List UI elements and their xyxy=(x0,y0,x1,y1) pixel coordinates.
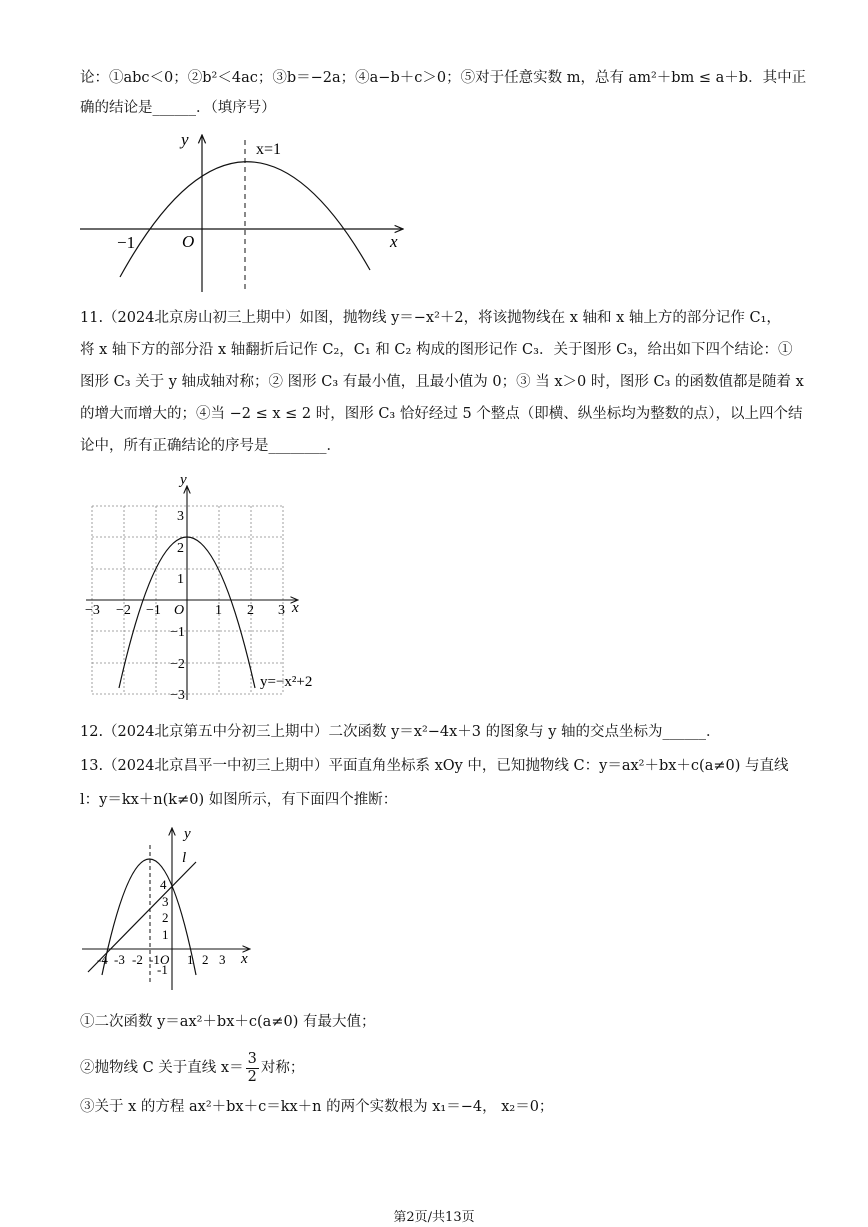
q10-root-label: −1 xyxy=(117,233,136,252)
q10-y-label: y xyxy=(181,130,189,149)
q10-sym-label: x=1 xyxy=(256,141,282,158)
q13-x-tick-5: 1 xyxy=(187,952,194,967)
q11-origin-label: O xyxy=(174,603,185,618)
q13-item-2-prefix: ②抛物线 C 关于直线 x＝ xyxy=(80,1060,244,1076)
q13-y-tick-3: 2 xyxy=(162,910,169,925)
q13-x-tick-7: 3 xyxy=(219,952,226,967)
q11-x-label: x xyxy=(292,600,299,616)
q13-x-label: x xyxy=(241,951,248,967)
q11-y-tick-6: −3 xyxy=(170,688,185,703)
q11-y-tick-2: 2 xyxy=(177,541,184,556)
q13-item-2-fraction xyxy=(246,1051,259,1086)
q10-origin-label: O xyxy=(182,232,195,251)
q13-item-2 xyxy=(80,1048,304,1088)
q13-origin-label: O xyxy=(160,952,170,967)
q13-item-2-suffix: 对称； xyxy=(260,1060,305,1076)
q11-y-tick-4: −1 xyxy=(170,625,185,640)
q13-x-tick-6: 2 xyxy=(202,952,209,967)
q13-x-tick-3: -2 xyxy=(132,952,143,967)
page-footer: 第2页/共13页 xyxy=(393,1210,475,1225)
q13-y-label: y xyxy=(184,826,191,842)
q13-y-tick-5: -1 xyxy=(157,962,168,977)
q11-text-line2: 将 x 轴下方的部分沿 x 轴翻折后记作 C₂，C₁ 和 C₂ 构成的图形记作 C₃．关于图形 C₃，给出如下四个结论：① xyxy=(80,342,793,358)
q13-y-tick-2: 3 xyxy=(162,894,169,909)
q11-x-tick-6: 3 xyxy=(278,603,285,618)
q11-x-tick-4: 1 xyxy=(215,603,222,618)
q13-item-3: ③关于 x 的方程 ax²＋bx＋c＝kx＋n 的两个实数根为 x₁＝−4， x₂＝0； xyxy=(80,1099,554,1115)
q13-x-tick-2: -3 xyxy=(114,952,125,967)
q10-text-line2: 确的结论是______．（填序号） xyxy=(80,100,276,116)
q11-text-line1: 11.（2024北京房山初三上期中）如图，抛物线 y＝−x²＋2，将该抛物线在 x 轴和 x 轴上方的部分记作 C₁， xyxy=(80,310,781,326)
q13-y-tick-1: 4 xyxy=(160,877,167,892)
q11-text-line5: 论中，所有正确结论的序号是________． xyxy=(80,438,341,454)
q12-text-line1: 12.（2024北京第五中分初三上期中）二次函数 y＝x²−4x＋3 的图象与 y 轴的交点坐标为______． xyxy=(80,724,721,740)
q11-text-line4: 的增大而增大的；④当 −2 ≤ x ≤ 2 时，图形 C₃ 恰好经过 5 个整点（即横、纵坐标均为整数的点），以上四个结 xyxy=(80,406,803,422)
q11-y-tick-3: 1 xyxy=(177,572,184,587)
q11-x-tick-2: −2 xyxy=(116,603,131,618)
q13-item-2-denominator: 2 xyxy=(247,1068,257,1085)
q11-y-tick-1: 3 xyxy=(177,509,184,524)
q13-text-line2: l：y＝kx＋n(k≠0) 如图所示，有下面四个推断： xyxy=(80,792,398,808)
q13-line-label: l xyxy=(182,850,187,866)
q10-text-line1: 论：①abc＜0；②b²＜4ac；③b＝−2a；④a−b＋c＞0；⑤对于任意实数 m，总有 am²＋bm ≤ a＋b．其中正 xyxy=(80,70,807,86)
q11-y-tick-5: −2 xyxy=(170,657,185,672)
q11-x-tick-3: −1 xyxy=(146,603,161,618)
q13-item-2-numerator: 3 xyxy=(247,1050,257,1067)
q11-x-tick-1: −3 xyxy=(85,603,100,618)
q13-text-line1: 13.（2024北京昌平一中初三上期中）平面直角坐标系 xOy 中，已知抛物线 C：y＝ax²＋bx＋c(a≠0) 与直线 xyxy=(80,758,789,774)
q11-text-line3: 图形 C₃ 关于 y 轴成轴对称；② 图形 C₃ 有最小值，且最小值为 0；③ 当 x＞0 时，图形 C₃ 的函数值都是随着 x xyxy=(80,374,804,390)
q13-x-tick-4: -1 xyxy=(149,952,160,967)
q13-y-tick-4: 1 xyxy=(162,927,169,942)
q11-curve-label: y=−x²+2 xyxy=(260,674,313,690)
q11-x-tick-5: 2 xyxy=(247,603,254,618)
q13-x-tick-1: -4 xyxy=(97,952,108,967)
q11-y-label: y xyxy=(180,472,187,488)
q10-x-label: x xyxy=(390,232,398,251)
q13-item-1: ①二次函数 y＝ax²＋bx＋c(a≠0) 有最大值； xyxy=(80,1014,376,1030)
